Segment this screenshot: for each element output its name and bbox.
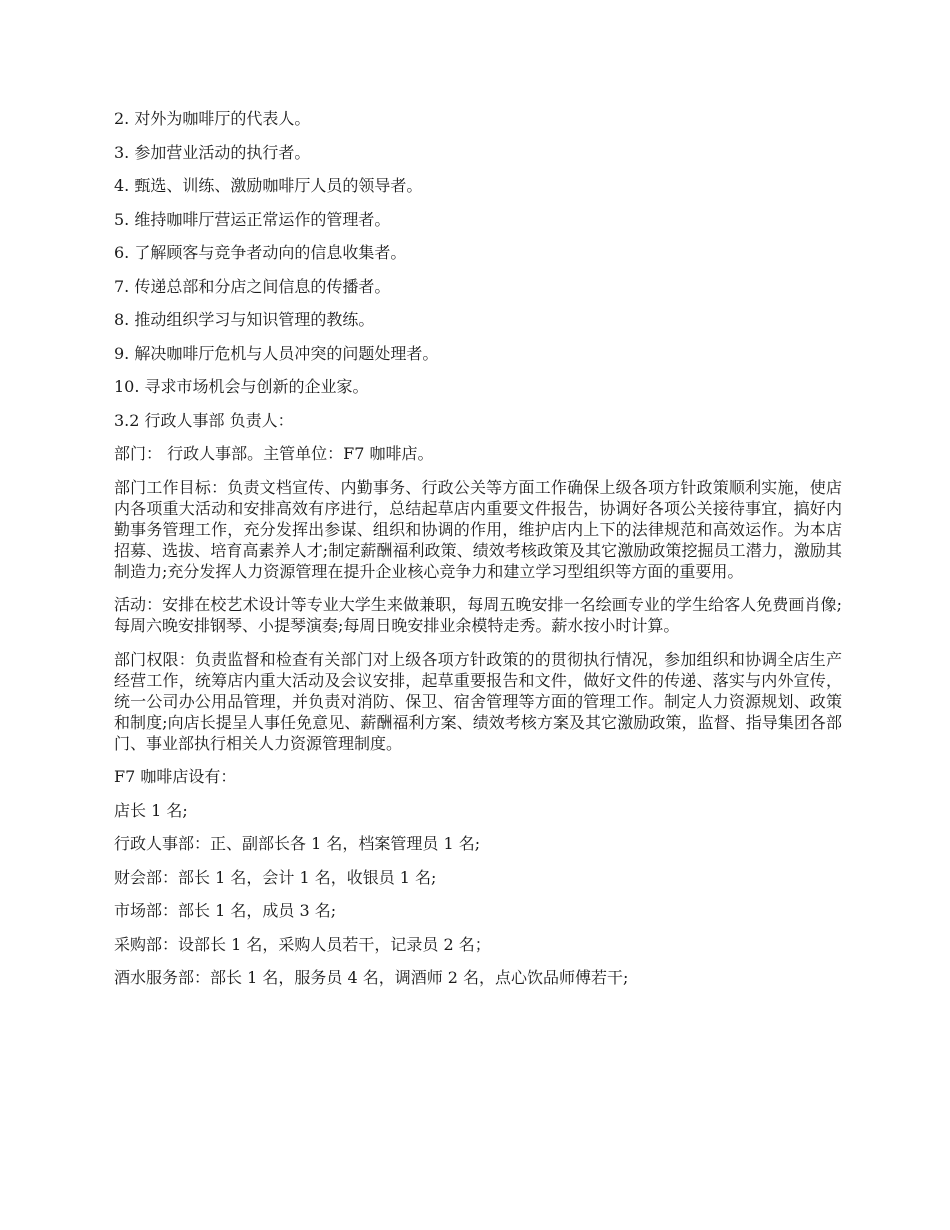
duty-item-2: 2. 对外为咖啡厅的代表人。 xyxy=(114,109,311,128)
duty-item-10: 10. 寻求市场机会与创新的企业家。 xyxy=(114,377,369,396)
duty-item-3: 3. 参加营业活动的执行者。 xyxy=(114,142,311,162)
duty-item-4: 4. 甄选、训练、激励咖啡厅人员的领导者。 xyxy=(114,176,423,195)
staff-purchasing: 采购部：设部长 1 名，采购人员若干，记录员 2 名； xyxy=(114,934,491,954)
staff-admin-hr: 行政人事部：正、副部长各 1 名，档案管理员 1 名; xyxy=(114,834,481,853)
document-page xyxy=(114,108,842,1001)
staff-beverage-service: 酒水服务部：部长 1 名，服务员 4 名，调酒师 2 名，点心饮品师傅若干; xyxy=(114,968,629,987)
duty-item-8: 8. 推动组织学习与知识管理的教练。 xyxy=(114,310,375,329)
department-info: 部门： 行政人事部。主管单位：F7 咖啡店。 xyxy=(114,444,434,463)
activities-paragraph: 活动：安排在校艺术设计等专业大学生来做兼职，每周五晚安排一名绘画专业的学生给客人免费画肖像;每周六晚安排钢琴、小提琴演奏;每周日晚安排业余模特走秀。薪水按小时计算。 xyxy=(114,595,842,635)
staff-finance: 财会部：部长 1 名，会计 1 名，收银员 1 名; xyxy=(114,867,437,887)
staff-store-manager: 店长 1 名; xyxy=(114,800,188,820)
duty-item-7: 7. 传递总部和分店之间信息的传播者。 xyxy=(114,276,391,296)
department-authority: 部门权限：负责监督和检查有关部门对上级各项方针政策的的贯彻执行情况，参加组织和协调全店生产经营工作，统筹店内重大活动及会议安排，起草重要报告和文件，做好文件的传递、落实与内外宣传，统一公司办公用品管理，并负责对消防、保卫、宿舍管理等方面的管理工作。制定人力资源规划、政策和制度;向店长提呈人事任免意见、薪酬福利方案、绩效考核方案及其它激励政策，监督、指导集团各部门、事业部执行相关人力资源管理制度。 xyxy=(114,649,842,753)
staff-marketing: 市场部：部长 1 名，成员 3 名; xyxy=(114,901,337,920)
section-heading: 3.2 行政人事部 负责人： xyxy=(114,410,294,430)
staffing-heading: F7 咖啡店设有： xyxy=(114,767,237,786)
duty-item-9: 9. 解决咖啡厅危机与人员冲突的问题处理者。 xyxy=(114,343,439,363)
department-goals: 部门工作目标：负责文档宣传、内勤事务、行政公关等方面工作确保上级各项方针政策顺利实施，使店内各项重大活动和安排高效有序进行，总结起草店内重要文件报告，协调好各项公关接待事宜，搞好内勤事务管理工作，充分发挥出参谋、组织和协调的作用，维护店内上下的法律规范和高效运作。为本店招募、选拔、培育高素养人才;制定薪酬福利政策、绩效考核政策及其它激励政策挖掘员工潜力，激励其制造力;充分发挥人力资源管理在提升企业核心竞争力和建立学习型组织等方面的重要用。 xyxy=(114,477,842,581)
duty-item-6: 6. 了解顾客与竞争者动向的信息收集者。 xyxy=(114,243,407,262)
duty-item-5: 5. 维持咖啡厅营运正常运作的管理者。 xyxy=(114,209,391,229)
